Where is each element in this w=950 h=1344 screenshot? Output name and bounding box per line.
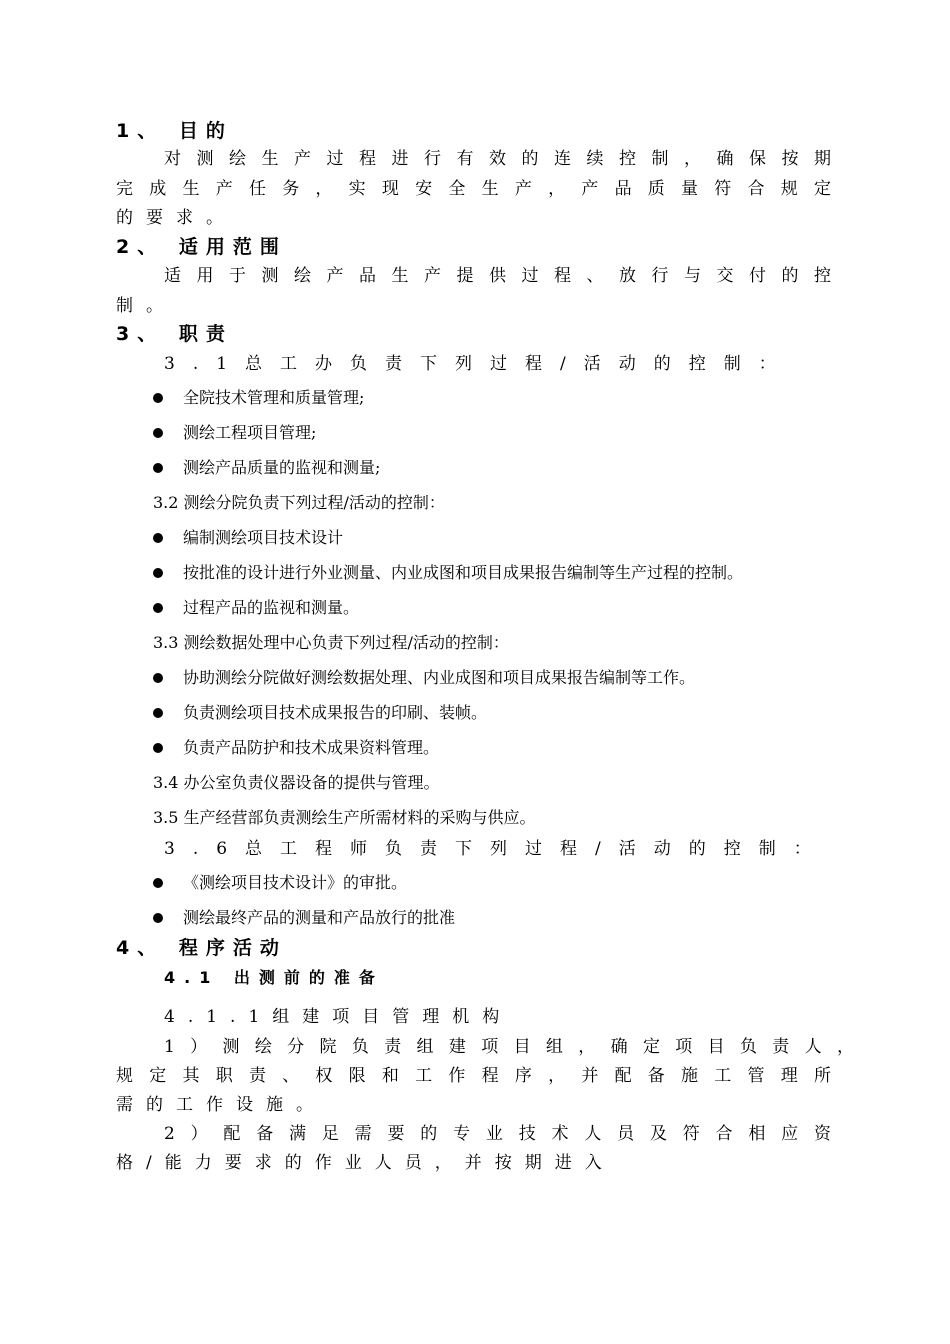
list-item: 测绘最终产品的测量和产品放行的批准 [183, 908, 456, 927]
subsection-3-6-title: 3.6总工程师负责下列过程/活动的控制： [164, 839, 829, 859]
section-4-heading: 4、 程序活动 [116, 937, 287, 959]
subsection-4-1-1-title: 4.1.1组建项目管理机构 [164, 1007, 513, 1027]
paragraph-line: 规定其职责、权限和工作程序，并配备施工管理所 [116, 1066, 831, 1086]
list-item: 负责测绘项目技术成果报告的印刷、装帧。 [183, 703, 488, 722]
section-2-heading: 2、 适用范围 [116, 236, 287, 258]
subsection-3-5-title: 3.5 生产经营部负责测绘生产所需材料的采购与供应。 [153, 808, 536, 827]
bullet-icon [153, 878, 163, 888]
bullet-icon [153, 603, 163, 613]
bullet-icon [153, 673, 163, 683]
bullet-icon [153, 708, 163, 718]
subsection-3-4-title: 3.4 办公室负责仪器设备的提供与管理。 [153, 773, 440, 792]
bullet-icon [153, 428, 163, 438]
bullet-icon [153, 568, 163, 578]
list-item: 测绘工程项目管理; [183, 423, 317, 442]
bullet-icon [153, 743, 163, 753]
section-2-text-line: 适用于测绘产品生产提供过程、放行与交付的控 [164, 266, 831, 286]
list-item: 编制测绘项目技术设计 [183, 528, 344, 547]
list-item: 测绘产品质量的监视和测量; [183, 458, 381, 477]
list-item: 过程产品的监视和测量。 [183, 598, 360, 617]
subsection-3-1-title: 3.1总工办负责下列过程/活动的控制： [164, 354, 794, 374]
paragraph-line: 2）配备满足需要的专业技术人员及符合相应资 [164, 1124, 831, 1144]
paragraph-line: 格/能力要求的作业人员，并按期进入 [116, 1153, 615, 1173]
paragraph-line: 1）测绘分院负责组建项目组，确定项目负责人， [164, 1037, 854, 1057]
list-item: 全院技术管理和质量管理; [183, 388, 365, 407]
section-3-heading: 3、 职责 [116, 323, 233, 345]
section-1-text-line: 的要求。 [116, 208, 236, 228]
list-item: 《测绘项目技术设计》的审批。 [183, 873, 408, 892]
subsection-3-3-title: 3.3 测绘数据处理中心负责下列过程/活动的控制： [153, 633, 509, 652]
section-1-text-line: 完成生产任务，实现安全生产，产品质量符合规定 [116, 179, 831, 199]
subsection-4-1-heading: 4.1 出测前的准备 [164, 968, 384, 987]
paragraph-line: 需的工作设施。 [116, 1095, 326, 1115]
list-item: 协助测绘分院做好测绘数据处理、内业成图和项目成果报告编制等工作。 [183, 668, 696, 687]
list-item: 按批准的设计进行外业测量、内业成图和项目成果报告编制等生产过程的控制。 [183, 563, 744, 582]
bullet-icon [153, 913, 163, 923]
bullet-icon [153, 463, 163, 473]
list-item: 负责产品防护和技术成果资料管理。 [183, 738, 440, 757]
section-1-text-line: 对测绘生产过程进行有效的连续控制，确保按期 [164, 149, 831, 169]
bullet-icon [153, 533, 163, 543]
subsection-3-2-title: 3.2 测绘分院负责下列过程/活动的控制： [153, 493, 445, 512]
section-2-text-line: 制。 [116, 296, 176, 316]
section-1-heading: 1、 目的 [116, 120, 233, 142]
bullet-icon [153, 393, 163, 403]
